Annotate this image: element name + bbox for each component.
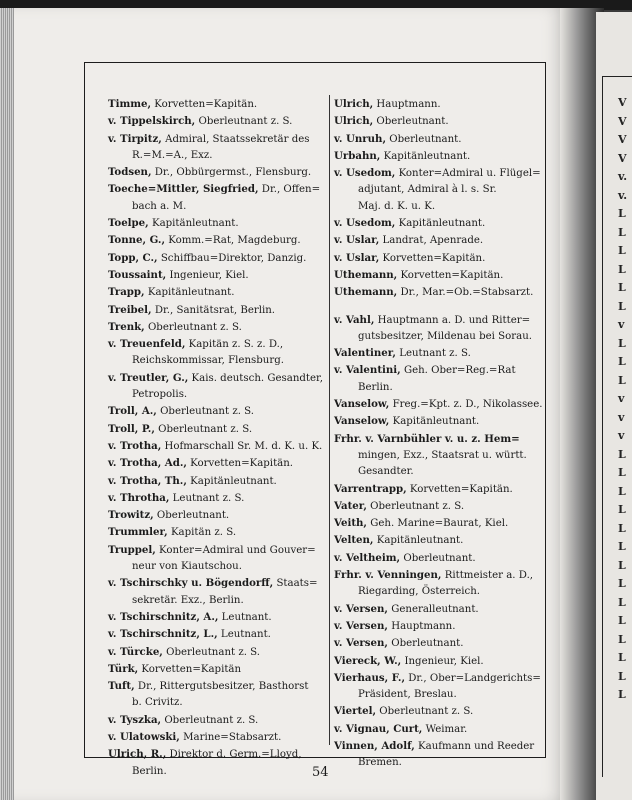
entry-details: Geh. Ober=Reg.=Rat <box>400 365 516 377</box>
entry-name: Topp, C., <box>108 251 158 264</box>
directory-entry <box>108 319 326 336</box>
directory-entry <box>334 232 544 249</box>
entry-details: Oberleutnant. <box>386 133 462 145</box>
entry-details: Kapitänleutnant. <box>389 416 480 428</box>
entry-continuation: R.=M.=A., Exz. <box>132 149 213 161</box>
facing-page-fragment: L <box>618 540 626 553</box>
directory-entry <box>108 250 326 267</box>
page-number: 54 <box>312 765 329 780</box>
entry-details: Kapitänleutnant. <box>148 218 239 230</box>
entry-details: Hofmarschall Sr. M. d. K. u. K. <box>161 440 323 452</box>
facing-page <box>596 12 632 800</box>
entry-details: Oberleutnant z. S. <box>156 406 255 418</box>
entry-details: Leutnant z. S. <box>169 492 245 504</box>
entry-details: Marine=Stabsarzt. <box>179 731 282 743</box>
facing-page-fragment: L <box>618 299 626 313</box>
directory-entry <box>334 703 544 720</box>
entry-details: Staats= <box>273 578 318 590</box>
directory-entry <box>108 661 326 678</box>
entry-name: Ulrich, R., <box>108 748 167 761</box>
entry-name: v. Türcke, <box>108 645 163 658</box>
entry-details: Konter=Admiral und Gouver= <box>155 544 316 556</box>
directory-entry <box>108 232 326 249</box>
entry-name: Vinnen, Adolf, <box>334 739 415 752</box>
directory-entry <box>334 215 544 232</box>
directory-entry <box>334 550 544 567</box>
entry-continuation: b. Crivitz. <box>132 697 183 709</box>
entry-name: Varrentrapp, <box>334 482 407 495</box>
entry-name: v. Trotha, <box>108 439 162 452</box>
entry-continuation: Berlin. <box>358 381 393 393</box>
directory-entry <box>108 403 326 420</box>
directory-entry <box>334 635 544 652</box>
entry-details: Kais. deutsch. Gesandter, <box>188 372 324 384</box>
entry-details: Kapitänleutnant. <box>144 287 235 299</box>
facing-page-fragment: V <box>618 151 627 165</box>
entry-details: Oberleutnant z. S. <box>162 646 261 658</box>
entry-details: Oberleutnant z. S. <box>366 500 465 512</box>
entry-continuation: Berlin. <box>132 765 167 777</box>
entry-details: Korvetten=Kapitän. <box>186 458 294 470</box>
facing-page-fragment: V <box>618 133 627 146</box>
directory-entry <box>334 431 544 448</box>
directory-entry <box>108 336 326 353</box>
directory-entry <box>108 267 326 284</box>
facing-page-fragment: v <box>618 410 625 424</box>
entry-name: v. Uslar, <box>334 251 380 264</box>
entry-name: Vanselow, <box>334 398 390 411</box>
entry-name: Trenk, <box>108 320 145 333</box>
directory-entry <box>108 284 326 301</box>
entry-details: Dr., Offen= <box>258 184 321 196</box>
directory-entry <box>334 284 544 301</box>
entry-details: Dr., Mar.=Ob.=Stabsarzt. <box>397 287 534 299</box>
entry-name: v. Uslar, <box>334 234 380 247</box>
entry-name: v. Vignau, Curt, <box>334 722 423 735</box>
directory-entry <box>334 721 544 738</box>
entry-name: Frhr. v. Venningen, <box>334 569 442 582</box>
entry-details: Hauptmann. <box>373 99 441 110</box>
facing-page-fragment: v <box>618 392 625 405</box>
directory-entry <box>334 362 544 379</box>
entry-name: v. Tirpitz, <box>108 132 162 145</box>
directory-entry <box>334 601 544 618</box>
entry-name: v. Versen, <box>334 602 388 615</box>
facing-page-fragment: L <box>618 503 626 516</box>
entry-name: Trummler, <box>108 526 168 539</box>
directory-entry <box>108 455 326 472</box>
entry-name: Troll, A., <box>108 405 157 418</box>
directory-entry <box>108 712 326 729</box>
entry-continuation: Petropolis. <box>132 389 188 401</box>
entry-details: Korvetten=Kapitän. <box>397 269 504 281</box>
entry-details: Admiral, Staatssekretär des <box>161 133 310 145</box>
directory-entry <box>108 438 326 455</box>
directory-entry <box>334 267 544 284</box>
entry-name: v. Tschirschky u. Bögendorff, <box>108 577 274 590</box>
entry-name: v. Tschirschnitz, A., <box>108 610 219 623</box>
facing-page-fragment: L <box>618 281 626 294</box>
facing-page-fragment: V <box>618 114 627 128</box>
right-column <box>334 96 544 772</box>
entry-name: v. Versen, <box>334 619 388 632</box>
directory-entry <box>334 670 544 687</box>
entry-continuation: Reichskommissar, Flensburg. <box>132 355 284 367</box>
entry-name: Veith, <box>334 517 367 530</box>
entry-details: Korvetten=Kapitän. <box>151 99 258 110</box>
entry-details: Korvetten=Kapitän <box>138 663 242 675</box>
entry-name: Toelpe, <box>108 217 149 230</box>
entry-continuation: neur von Kiautschou. <box>132 561 242 573</box>
entry-details: Korvetten=Kapitän. <box>406 483 513 495</box>
directory-entry <box>334 396 544 413</box>
entry-details: Kapitänleutnant. <box>395 218 486 230</box>
entry-details: Dr., Sanitätsrat, Berlin. <box>151 304 276 316</box>
directory-entry <box>108 181 326 198</box>
entry-details: Kapitänleutnant. <box>373 535 464 547</box>
entry-name: Toussaint, <box>108 268 167 281</box>
entry-details: Kapitänleutnant. <box>186 475 277 487</box>
directory-entry <box>334 96 544 113</box>
facing-page-fragment: L <box>618 466 626 479</box>
entry-details: Korvetten=Kapitän. <box>379 252 486 264</box>
directory-entry <box>108 644 326 661</box>
directory-entry <box>334 345 544 362</box>
facing-page-fragment: L <box>618 688 626 701</box>
entry-name: Viertel, <box>334 705 377 718</box>
entry-details: Direktor d. Germ.=Lloyd, <box>166 749 302 761</box>
facing-page-fragment: L <box>618 355 626 368</box>
facing-page-fragment: L <box>618 558 626 572</box>
entry-continuation: Maj. d. K. u. K. <box>358 200 436 212</box>
directory-entry <box>108 113 326 130</box>
entry-details: Leutnant. <box>217 629 271 641</box>
facing-page-fragment: L <box>618 373 626 387</box>
entry-details: Oberleutnant. <box>387 638 464 650</box>
entry-name: Truppel, <box>108 543 156 556</box>
directory-entry <box>334 618 544 635</box>
entry-name: Tuft, <box>108 680 135 693</box>
directory-entry <box>334 131 544 148</box>
entry-details: Freg.=Kpt. z. D., Nikolassee. <box>389 399 543 411</box>
entry-details: Leutnant z. S. <box>395 348 471 360</box>
entry-details: Leutnant. <box>218 611 272 623</box>
entry-continuation: sekretär. Exz., Berlin. <box>132 594 244 606</box>
entry-name: v. Veltheim, <box>334 551 401 564</box>
directory-entry <box>108 524 326 541</box>
entry-name: Vanselow, <box>334 415 390 428</box>
facing-page-fragment: L <box>618 244 626 257</box>
directory-entry <box>334 653 544 670</box>
entry-name: Trowitz, <box>108 509 154 522</box>
facing-page-fragment: L <box>618 484 626 498</box>
directory-entry <box>108 626 326 643</box>
entry-name: Frhr. v. Varnbühler v. u. z. Hem= <box>334 432 520 445</box>
entry-name: v. Tschirschnitz, L., <box>108 628 218 641</box>
entry-details: Kapitän z. S. z. D., <box>185 339 284 351</box>
facing-page-fragment: L <box>618 447 626 461</box>
entry-details: Kaufmann und Reeder <box>414 740 535 752</box>
facing-page-fragment: L <box>618 614 626 627</box>
facing-page-fragment: V <box>618 96 627 109</box>
entry-name: Ulrich, <box>334 115 374 128</box>
facing-page-fragment: v <box>618 429 625 442</box>
entry-name: v. Tippelskirch, <box>108 115 196 128</box>
entry-name: Velten, <box>334 534 374 547</box>
entry-details: Schiffbau=Direktor, Danzig. <box>157 252 307 264</box>
entry-details: Oberleutnant z. S. <box>376 706 474 718</box>
entry-name: v. Treutler, G., <box>108 371 189 384</box>
facing-page-fragment: L <box>618 336 626 350</box>
entry-details: Oberleutnant. <box>400 552 476 564</box>
entry-name: v. Trotha, Th., <box>108 474 187 487</box>
entry-name: Timme, <box>108 98 152 110</box>
entry-details: Dr., Obbürgermst., Flensburg. <box>151 167 312 179</box>
entry-gap <box>334 302 544 312</box>
directory-entry <box>108 507 326 524</box>
directory-entry <box>334 312 544 329</box>
entry-details: Kapitänleutnant. <box>380 150 471 162</box>
directory-entry <box>334 113 544 130</box>
entry-name: Ulrich, <box>334 98 374 110</box>
entry-name: v. Versen, <box>334 637 388 650</box>
entry-name: v. Valentini, <box>334 364 401 377</box>
facing-page-fragment: L <box>618 225 626 239</box>
entry-details: Weimar. <box>422 723 468 735</box>
entry-details: Oberleutnant z. S. <box>144 321 242 333</box>
entry-name: v. Throtha, <box>108 491 170 504</box>
directory-entry <box>108 421 326 438</box>
facing-page-fragment: L <box>618 262 626 276</box>
entry-continuation: adjutant, Admiral à l. s. Sr. <box>358 184 497 196</box>
entry-name: Vierhaus, F., <box>334 671 405 684</box>
entry-details: Oberleutnant. <box>373 116 449 128</box>
column-divider <box>329 95 330 745</box>
directory-entry <box>334 148 544 165</box>
directory-entry <box>108 575 326 592</box>
directory-entry <box>334 481 544 498</box>
directory-entry <box>108 370 326 387</box>
entry-name: Türk, <box>108 662 139 675</box>
entry-details: Generalleutnant. <box>387 603 479 615</box>
directory-entry <box>334 413 544 430</box>
entry-name: Treibel, <box>108 303 152 316</box>
directory-entry <box>108 746 326 763</box>
directory-entry <box>108 131 326 148</box>
entry-name: v. Ulatowski, <box>108 730 180 743</box>
directory-entry <box>108 490 326 507</box>
entry-name: Uthemann, <box>334 268 398 281</box>
entry-details: Dr., Ober=Landgerichts= <box>405 672 541 684</box>
directory-entry <box>108 678 326 695</box>
entry-name: Todsen, <box>108 166 152 179</box>
entry-continuation: mingen, Exz., Staatsrat u. württ. <box>358 449 527 461</box>
entry-details: Landrat, Apenrade. <box>379 235 484 247</box>
entry-continuation: gutsbesitzer, Mildenau bei Sorau. <box>358 330 532 342</box>
entry-details: Ingenieur, Kiel. <box>401 655 484 667</box>
entry-name: v. Unruh, <box>334 132 387 145</box>
entry-name: v. Trotha, Ad., <box>108 457 187 470</box>
directory-entry <box>108 302 326 319</box>
facing-page-fragment: L <box>618 521 626 535</box>
left-column <box>108 96 326 780</box>
entry-continuation: Riegarding, Österreich. <box>358 586 480 598</box>
directory-entry <box>334 515 544 532</box>
entry-details: Hauptmann. <box>387 620 456 632</box>
entry-continuation: Gesandter. <box>358 466 414 478</box>
entry-details: Rittmeister a. D., <box>441 570 534 582</box>
facing-page-fragment: L <box>618 632 626 646</box>
entry-continuation: bach a. M. <box>132 200 187 212</box>
directory-entry <box>108 542 326 559</box>
entry-continuation: Präsident, Breslau. <box>358 689 457 701</box>
entry-name: Viereck, W., <box>334 654 402 667</box>
entry-details: Ingenieur, Kiel. <box>166 269 249 281</box>
facing-page-fragment: L <box>618 595 626 609</box>
facing-page-fragment: L <box>618 207 626 220</box>
directory-entry <box>334 498 544 515</box>
facing-page-frame <box>602 76 632 777</box>
entry-name: v. Tyszka, <box>108 713 162 726</box>
entry-details: Oberleutnant z. S. <box>161 714 259 726</box>
entry-name: Urbahn, <box>334 149 381 162</box>
facing-page-fragment: v <box>618 318 625 331</box>
entry-details: Kapitän z. S. <box>167 527 237 539</box>
entry-name: Tonne, G., <box>108 234 166 247</box>
entry-details: Oberleutnant z. S. <box>195 116 293 128</box>
facing-page-fragment: L <box>618 651 626 664</box>
entry-continuation: Bremen. <box>358 757 402 769</box>
facing-page-fragment: L <box>618 669 626 683</box>
directory-entry <box>108 215 326 232</box>
entry-details: Konter=Admiral u. Flügel= <box>395 168 541 180</box>
directory-entry <box>334 165 544 182</box>
entry-name: Toeche=Mittler, Siegfried, <box>108 183 259 196</box>
directory-entry <box>334 532 544 549</box>
entry-details: Oberleutnant z. S. <box>154 423 253 435</box>
entry-name: Valentiner, <box>334 347 396 360</box>
facing-page-fragment: L <box>618 577 626 590</box>
entry-details: Komm.=Rat, Magdeburg. <box>165 235 301 247</box>
facing-page-fragment: v. <box>618 170 628 183</box>
entry-name: Uthemann, <box>334 286 398 299</box>
entry-name: v. Vahl, <box>334 313 375 326</box>
directory-entry <box>108 729 326 746</box>
directory-entry <box>334 250 544 267</box>
entry-name: v. Usedom, <box>334 167 396 180</box>
facing-page-fragment: v. <box>618 188 628 202</box>
entry-name: Trapp, <box>108 286 145 299</box>
entry-name: v. Usedom, <box>334 217 396 230</box>
entry-details: Dr., Rittergutsbesitzer, Basthorst <box>134 681 309 693</box>
entry-details: Hauptmann a. D. und Ritter= <box>374 314 531 326</box>
entry-name: Vater, <box>334 499 367 512</box>
directory-entry <box>334 567 544 584</box>
directory-entry <box>108 609 326 626</box>
entry-name: v. Treuenfeld, <box>108 338 186 351</box>
directory-entry <box>108 473 326 490</box>
directory-entry <box>108 96 326 113</box>
directory-entry <box>334 738 544 755</box>
directory-entry <box>108 164 326 181</box>
entry-name: Troll, P., <box>108 422 155 435</box>
entry-details: Oberleutnant. <box>153 510 230 522</box>
entry-details: Geh. Marine=Baurat, Kiel. <box>366 518 509 530</box>
